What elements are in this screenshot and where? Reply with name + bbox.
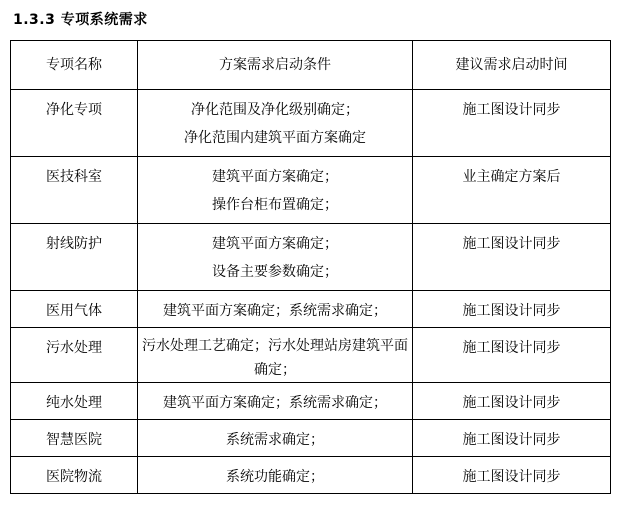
table-row [11,90,611,157]
table-row [11,420,611,457]
header-time: 建议需求启动时间 [413,41,611,90]
row-name: 净化专项 [11,90,138,157]
row-time: 施工图设计同步 [413,328,611,383]
row-conditions [138,291,413,328]
condition-text: 净化范围及净化级别确定； [191,102,359,118]
row-name: 医技科室 [11,157,138,224]
header-conditions: 方案需求启动条件 [138,41,413,90]
table-row [11,157,611,224]
row-time: 施工图设计同步 [413,383,611,420]
condition-text: 净化范围内建筑平面方案确定 [184,130,366,146]
header-name: 专项名称 [11,41,138,90]
requirements-table [10,40,611,494]
row-name: 污水处理 [11,328,138,383]
condition-text: 建筑平面方案确定；系统需求确定； [163,303,387,319]
condition-text: 建筑平面方案确定； [212,169,338,185]
table-row [11,383,611,420]
row-conditions [138,420,413,457]
row-name: 智慧医院 [11,420,138,457]
row-time: 施工图设计同步 [413,291,611,328]
table-row [11,291,611,328]
row-time: 业主确定方案后 [413,157,611,224]
table-row [11,328,611,383]
row-conditions [138,90,413,157]
row-conditions [138,157,413,224]
row-time: 施工图设计同步 [413,90,611,157]
condition-text: 系统需求确定； [226,432,324,448]
row-conditions [138,383,413,420]
condition-text: 系统功能确定； [226,469,324,485]
table-row [11,224,611,291]
row-conditions [138,457,413,494]
condition-text: 设备主要参数确定； [212,264,338,280]
row-name: 医用气体 [11,291,138,328]
table-row [11,457,611,494]
section-heading: 1.3.3 专项系统需求 [13,12,148,28]
row-conditions [138,224,413,291]
condition-text: 建筑平面方案确定； [212,236,338,252]
table-header-row [11,41,611,90]
row-time: 施工图设计同步 [413,457,611,494]
condition-text: 建筑平面方案确定；系统需求确定； [163,395,387,411]
row-name: 纯水处理 [11,383,138,420]
row-time: 施工图设计同步 [413,420,611,457]
row-name: 射线防护 [11,224,138,291]
row-time: 施工图设计同步 [413,224,611,291]
row-name: 医院物流 [11,457,138,494]
row-conditions [138,328,413,383]
condition-text: 操作台柜布置确定； [212,197,338,213]
condition-text: 污水处理工艺确定；污水处理站房建筑平面确定； [142,338,408,378]
